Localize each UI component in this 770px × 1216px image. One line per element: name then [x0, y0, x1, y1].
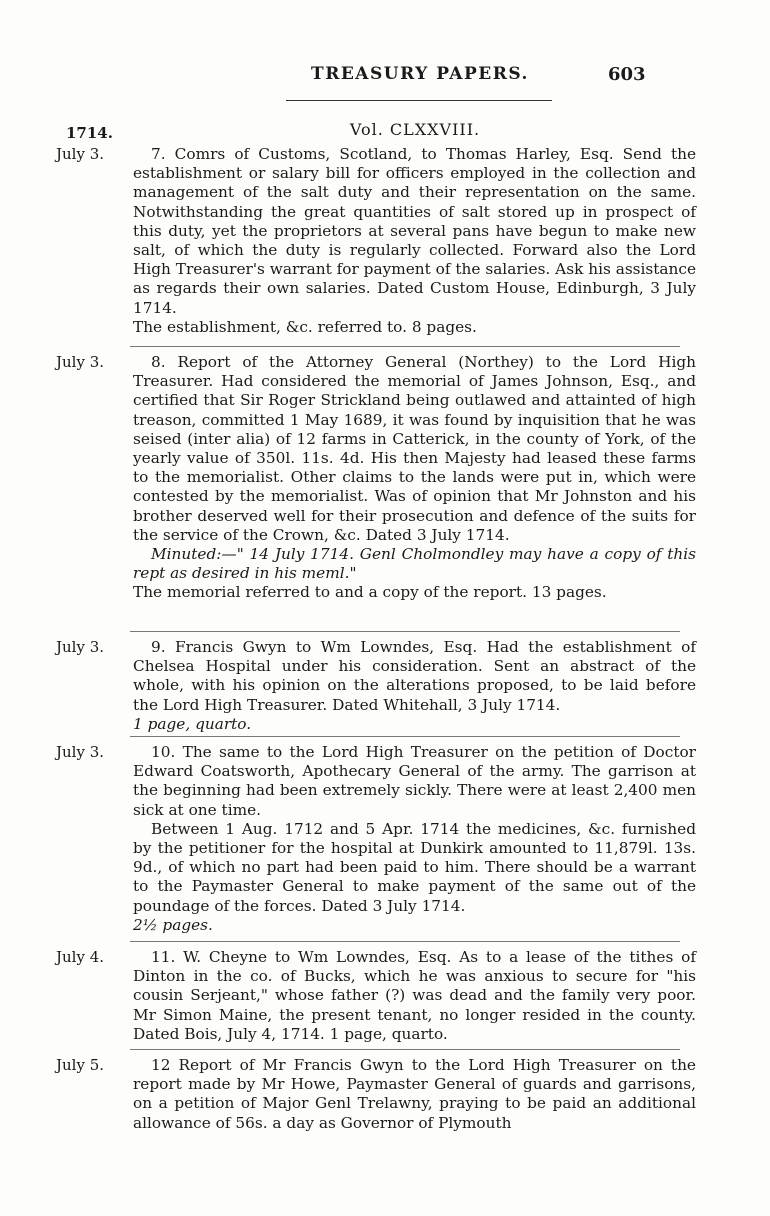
- entry-divider: [130, 941, 680, 942]
- entry-divider: [130, 1049, 680, 1050]
- entry-paragraph: 9. Francis Gwyn to Wm Lowndes, Esq. Had the establishment of Chelsea Hospital under his consideration. Sent an abstract of the whole, with his opinion on the alterations proposed, to be laid before the Lord High Treasurer. Dated Whitehall, 3 July 1714.: [133, 638, 696, 714]
- entry-paragraph: 10. The same to the Lord High Treasurer on the petition of Doctor Edward Coatsworth, Apothecary General of the army. The garrison at the beginning had been extremely sickly. There were at least 2,400 men sick at one time.: [133, 743, 696, 819]
- running-title: TREASURY PAPERS.: [311, 64, 529, 84]
- entry-body: [133, 743, 696, 935]
- entry-8: [56, 353, 696, 603]
- entry-date: July 3.: [56, 353, 105, 371]
- entry-note: The establishment, &c. referred to. 8 pages.: [133, 317, 477, 336]
- year-marker: 1714.: [66, 124, 113, 142]
- entry-body: [133, 638, 696, 734]
- entry-divider: [130, 736, 680, 737]
- entry-paragraph: 12 Report of Mr Francis Gwyn to the Lord High Treasurer on the report made by Mr Howe, Paymaster General of guards and garrisons, on a petition of Major Genl Trelawny, praying to be paid an additional allowance of 56s. a day as Governor of Plymouth: [133, 1056, 696, 1132]
- volume-heading: Vol. CLXXVIII.: [349, 120, 481, 139]
- entry-paragraph: 8. Report of the Attorney General (Northey) to the Lord High Treasurer. Had considered the memorial of James Johnson, Esq., and certified that Sir Roger Strickland being outlawed and attainted of high treason, committed 1 May 1689, it was found by inquisition that he was seised (inter alia) of 12 farms in Catterick, in the county of York, of the yearly value of 350l. 11s. 4d. His then Majesty had leased these farms to the memorialist. Other claims to the lands were put in, which were contested by the memorialist. Was of opinion that Mr Johnston and his brother deserved well for their prosecution and defence of the suits for the service of the Crown, &c. Dated 3 July 1714.: [133, 353, 696, 544]
- entry-date: July 4.: [56, 948, 105, 966]
- page-header: [0, 64, 770, 90]
- page-number: 603: [608, 64, 646, 85]
- entry-note: 1 page, quarto.: [133, 714, 252, 733]
- entry-paragraph: Between 1 Aug. 1712 and 5 Apr. 1714 the medicines, &c. furnished by the petitioner for the hospital at Dunkirk amounted to 11,879l. 13s. 9d., of which no part had been paid to him. There should be a warrant to the Paymaster General to make payment of the same out of the poundage of the forces. Dated 3 July 1714.: [133, 819, 696, 915]
- entry-12: [56, 1056, 696, 1133]
- entry-minute: Minuted:—" 14 July 1714. Genl Cholmondley may have a copy of this rept as desired in his meml.": [133, 545, 696, 583]
- entry-9: [56, 638, 696, 734]
- entry-paragraph: 11. W. Cheyne to Wm Lowndes, Esq. As to a lease of the tithes of Dinton in the co. of Bucks, which he was anxious to secure for "his cousin Serjeant," whose father (?) was dead and the family very poor. Mr Simon Maine, the present tenant, no longer resided in the county. Dated Bois, July 4, 1714. 1 page, quarto.: [133, 948, 696, 1043]
- entry-10: [56, 743, 696, 935]
- entry-body: [133, 145, 696, 337]
- entry-note: The memorial referred to and a copy of the report. 13 pages.: [133, 583, 607, 602]
- entry-body: [133, 1056, 696, 1133]
- entry-body: [133, 353, 696, 603]
- entry-date: July 3.: [56, 638, 105, 656]
- entry-date: July 5.: [56, 1056, 105, 1074]
- entry-paragraph: 7. Comrs of Customs, Scotland, to Thomas Harley, Esq. Send the establishment or salary bill for officers employed in the collection and management of the salt duty and their representation on the same. Notwithstanding the great quantities of salt stored up in prospect of this duty, yet the proprietors at several pans have begun to make new salt, of which the duty is regularly collected. Forward also the Lord High Treasurer's warrant for payment of the salaries. Ask his assistance as regards their own salaries. Dated Custom House, Edinburgh, 3 July 1714.: [133, 145, 696, 317]
- entry-divider: [130, 631, 680, 632]
- entry-body: [133, 948, 696, 1044]
- entry-note: 2½ pages.: [133, 915, 213, 934]
- entry-11: [56, 948, 696, 1044]
- entry-date: July 3.: [56, 145, 105, 163]
- entry-7: [56, 145, 696, 337]
- entry-divider: [130, 346, 680, 347]
- entry-date: July 3.: [56, 743, 105, 761]
- header-rule: [286, 100, 552, 101]
